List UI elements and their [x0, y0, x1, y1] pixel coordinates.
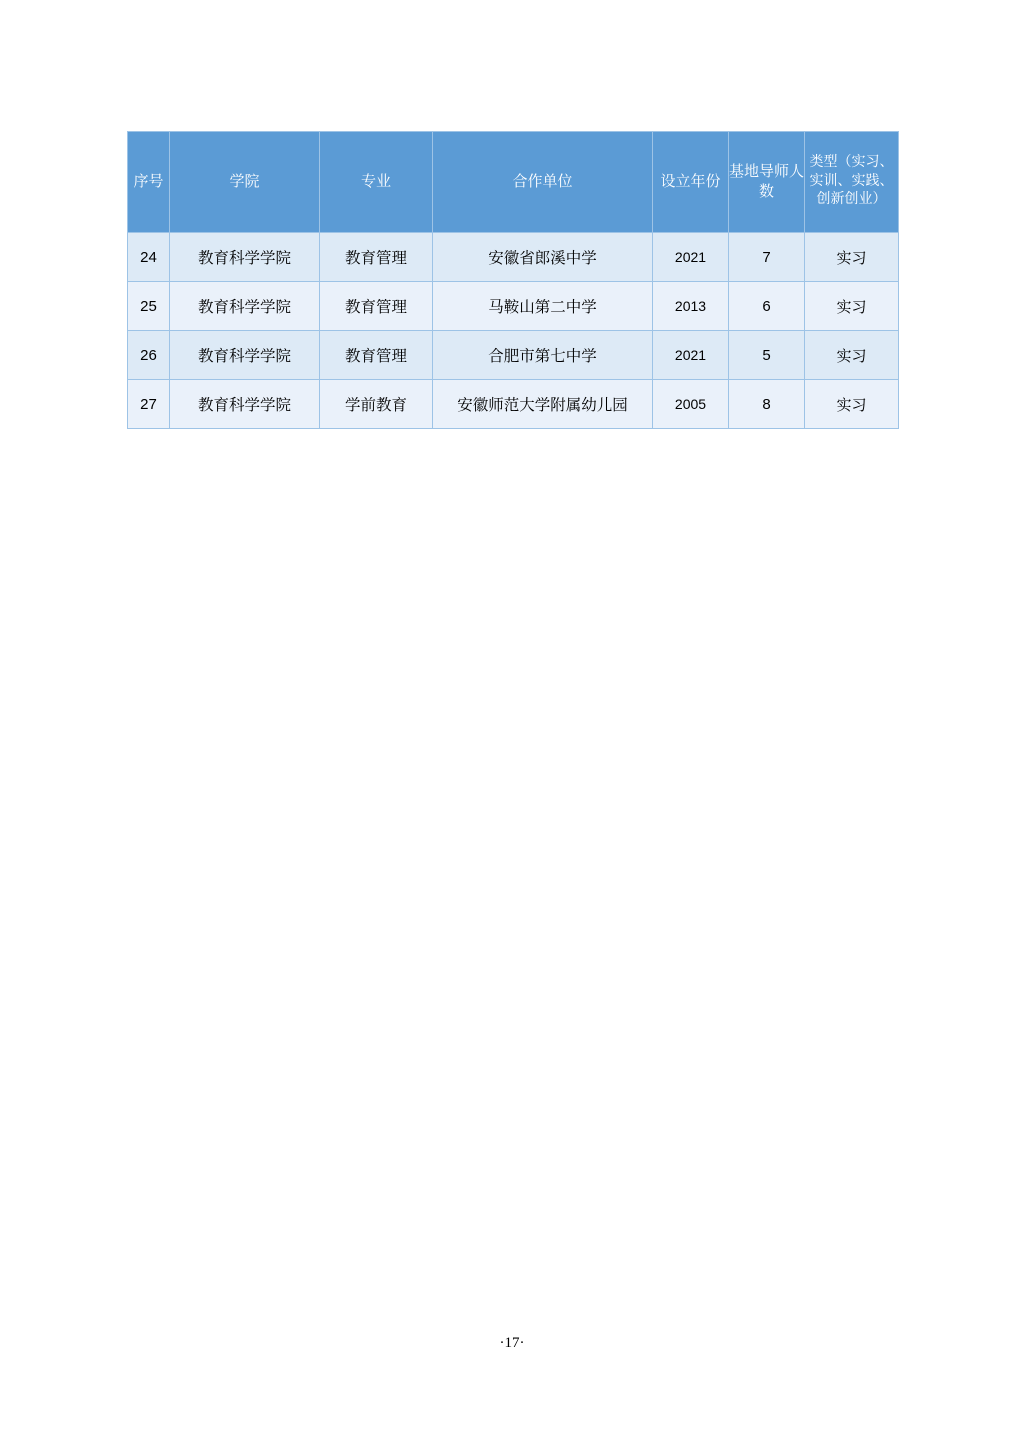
cell-partner: 马鞍山第二中学 [433, 282, 653, 331]
cell-college: 教育科学学院 [170, 380, 320, 429]
table-row [128, 380, 899, 429]
cell-type: 实习 [805, 331, 899, 380]
cell-seq: 25 [128, 282, 170, 331]
cell-mentor-count: 6 [729, 282, 805, 331]
column-header-year: 设立年份 [653, 132, 729, 233]
cell-type: 实习 [805, 282, 899, 331]
internship-base-table [127, 131, 899, 429]
cell-year: 2005 [653, 380, 729, 429]
column-header-mentor-count: 基地导师人数 [729, 132, 805, 233]
table-row [128, 282, 899, 331]
cell-major: 教育管理 [320, 233, 433, 282]
cell-seq: 24 [128, 233, 170, 282]
cell-partner: 安徽师范大学附属幼儿园 [433, 380, 653, 429]
page-number: ·17· [499, 1335, 525, 1351]
table-body [128, 233, 899, 429]
column-header-partner: 合作单位 [433, 132, 653, 233]
cell-year: 2013 [653, 282, 729, 331]
cell-college: 教育科学学院 [170, 331, 320, 380]
cell-mentor-count: 8 [729, 380, 805, 429]
table-row [128, 331, 899, 380]
column-header-college: 学院 [170, 132, 320, 233]
cell-type: 实习 [805, 380, 899, 429]
column-header-type: 类型（实习、实训、实践、创新创业） [805, 132, 899, 233]
cell-major: 教育管理 [320, 331, 433, 380]
cell-major: 教育管理 [320, 282, 433, 331]
cell-college: 教育科学学院 [170, 233, 320, 282]
cell-year: 2021 [653, 331, 729, 380]
cell-mentor-count: 7 [729, 233, 805, 282]
cell-year: 2021 [653, 233, 729, 282]
cell-seq: 26 [128, 331, 170, 380]
table-row [128, 233, 899, 282]
table-header [128, 132, 899, 233]
cell-partner: 安徽省郎溪中学 [433, 233, 653, 282]
cell-mentor-count: 5 [729, 331, 805, 380]
table-header-row [128, 132, 899, 233]
column-header-seq: 序号 [128, 132, 170, 233]
internship-base-table-container [127, 131, 898, 429]
cell-seq: 27 [128, 380, 170, 429]
cell-college: 教育科学学院 [170, 282, 320, 331]
column-header-major: 专业 [320, 132, 433, 233]
cell-type: 实习 [805, 233, 899, 282]
cell-partner: 合肥市第七中学 [433, 331, 653, 380]
cell-major: 学前教育 [320, 380, 433, 429]
